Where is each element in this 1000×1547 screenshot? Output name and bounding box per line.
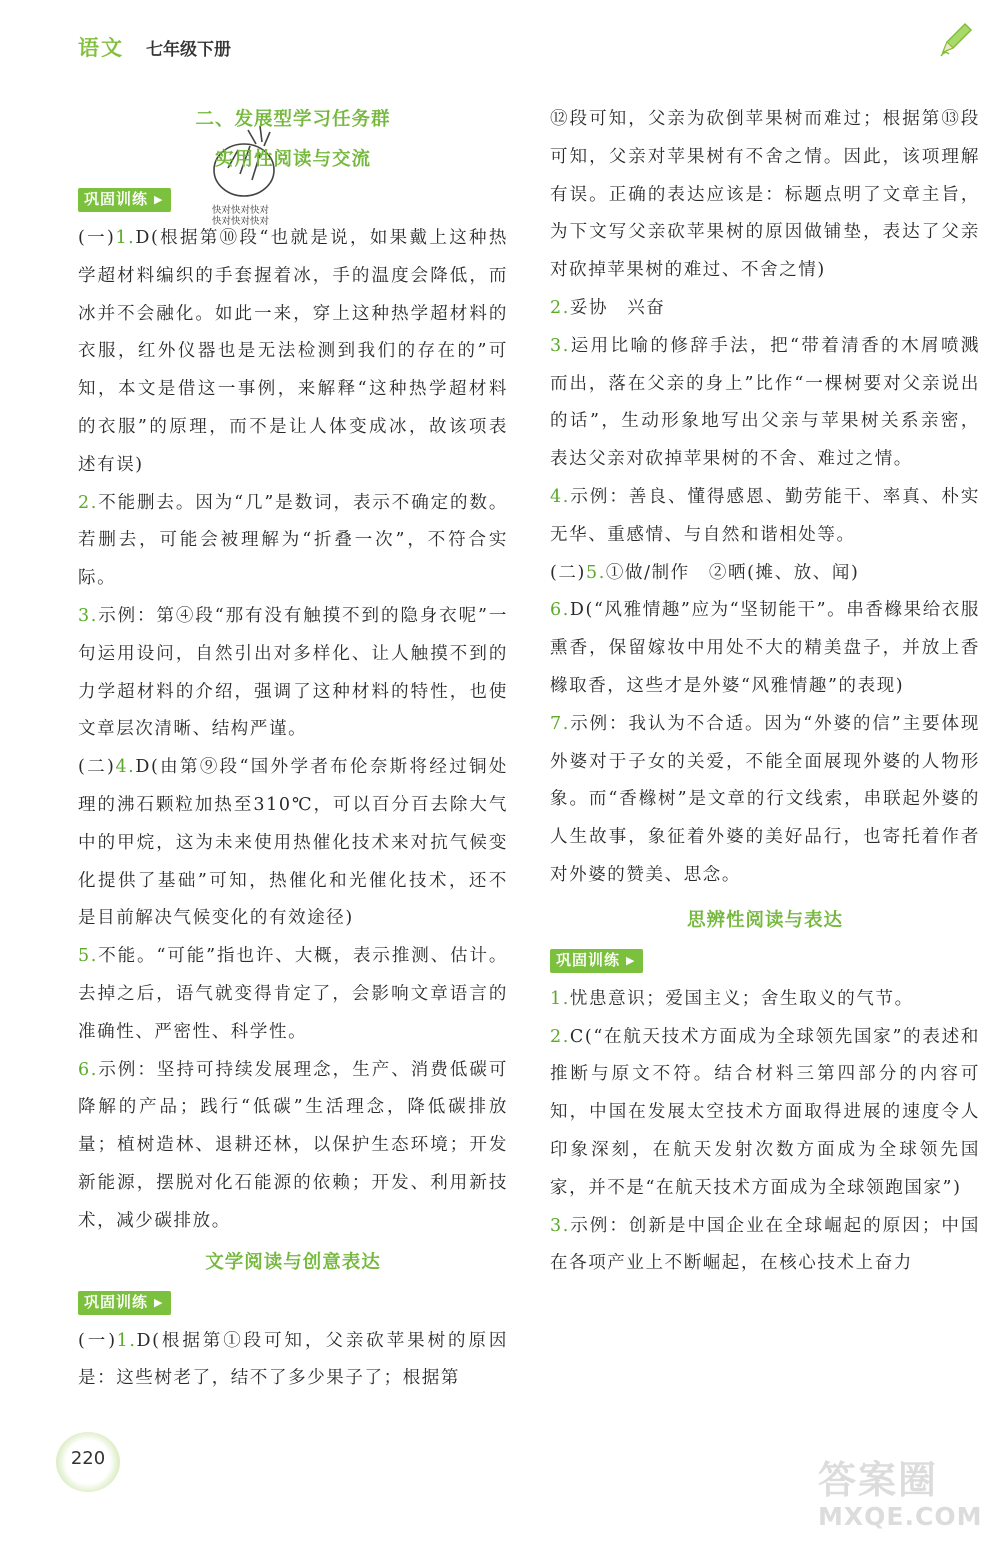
answer-text: 示例：善良、懂得感恩、勤劳能干、率真、朴实无华、重感情、与自然和谐相处等。 <box>550 486 980 545</box>
badge-row <box>78 180 508 220</box>
section-title: 文学阅读与创意表达 <box>205 1251 381 1273</box>
triangle-icon: ▶ <box>154 193 164 207</box>
left-column <box>78 100 508 1398</box>
answer-paragraph <box>78 1323 508 1399</box>
answer-paragraph <box>78 220 508 485</box>
triangle-icon: ▶ <box>154 1295 164 1309</box>
answer-text: 妥协 兴奋 <box>569 297 666 318</box>
part-label: (二) <box>78 757 116 778</box>
answer-text: 不能。“可能”指也许、大概，表示推测、估计。去掉之后，语气就变得肯定了，会影响文章语言的准确性、严密性、科学性。 <box>78 946 508 1042</box>
answer-paragraph <box>550 328 980 479</box>
answer-text: 不能删去。因为“几”是数词，表示不确定的数。若删去，可能会被理解为“折叠一次”，不符合实际。 <box>78 492 508 589</box>
practice-badge <box>550 949 643 973</box>
answer-paragraph <box>550 1208 980 1284</box>
answer-paragraph <box>550 706 980 895</box>
question-number: 6. <box>550 600 570 621</box>
answer-text: 示例：我认为不合适。因为“外婆的信”主要体现外婆对于子女的关爱，不能全面展现外婆的人物形象。而“香橼树”是文章的行文线索，串联起外婆的人生故事，象征着外婆的美好品行，也寄托着作者对外婆的赞美、思念。 <box>550 713 980 885</box>
section-subtitle: 实用性阅读与交流 <box>214 149 371 170</box>
answer-paragraph: ⑫段可知，父亲为砍倒苹果树而难过；根据第⑬段可知，父亲对苹果树有不舍之情。因此，该项理解有误。正确的表达应该是：标题点明了文章主旨，为下文写父亲砍苹果树的原因做铺垫，表达了父亲对砍掉苹果树的难过、不舍之情) <box>550 109 980 281</box>
answer-text: C(“在航天技术方面成为全球领先国家”的表述和推断与原文不符。结合材料三第四部分的内容可知，中国在发展太空技术方面取得进展的速度令人印象深刻，在航天发射次数方面成为全球领先国家，并不是“在航天技术方面成为全球领跑国家”) <box>550 1026 980 1198</box>
answer-paragraph <box>550 479 980 555</box>
answer-paragraph <box>78 485 508 598</box>
part-label: (一) <box>78 228 116 248</box>
right-column <box>550 101 980 1283</box>
question-number: 2. <box>78 492 98 513</box>
answer-paragraph <box>550 555 980 593</box>
question-number: 5. <box>585 562 606 583</box>
answer-text: D(根据第⑩段“也就是说，如果戴上这种热学超材料编织的手套握着冰，手的温度会降低，而冰并不会融化。如此一来，穿上这种热学超材料的衣服，红外仪器也是无法检测到我们的存在的”可知，本文是借这一事例，来解释“这种热学超材料的衣服”的原理，而不是让人体变成冰，故该项表述有误) <box>78 228 508 475</box>
answer-text: 示例：创新是中国企业在全球崛起的原因；中国在各项产业上不断崛起，在核心技术上奋力 <box>550 1215 980 1274</box>
watermark-url: MXQE.COM <box>818 1502 983 1531</box>
answer-paragraph <box>550 1019 980 1208</box>
subject-label: 语文 <box>78 36 124 60</box>
answer-text: 示例：坚持可持续发展理念，生产、消费低碳可降解的产品；践行“低碳”生活理念，降低碳排放量；植树造林、退耕还林，以保护生态环境；开发新能源，摆脱对化石能源的依赖；开发、利用新技术，减少碳排放。 <box>78 1059 508 1231</box>
watermark <box>818 1458 990 1544</box>
badge-label: 巩固训练 <box>556 950 621 969</box>
answer-paragraph <box>550 290 980 328</box>
answer-text: D(“风雅情趣”应为“坚韧能干”。串香橼果给衣服熏香，保留嫁妆中用处不大的精美盘子，并放上香橼取香，这些才是外婆“风雅情趣”的表现) <box>550 600 980 696</box>
answer-text: 示例：第④段“那有没有触摸不到的隐身衣呢”一句运用设问，自然引出对多样化、让人触摸不到的力学超材料的介绍，强调了这种材料的特性，也使文章层次清晰、结构严谨。 <box>78 605 508 740</box>
triangle-icon: ▶ <box>626 953 636 967</box>
pencil-icon <box>935 20 975 60</box>
question-number: 6. <box>78 1059 98 1080</box>
part-label: (一) <box>78 1330 117 1351</box>
question-number: 4. <box>550 486 570 507</box>
question-number: 3. <box>78 605 98 626</box>
grade-label: 七年级下册 <box>146 40 231 60</box>
page-header <box>78 32 231 62</box>
badge-row <box>78 1283 508 1323</box>
answer-text: 运用比喻的修辞手法，把“带着清香的木屑喷溅而出，落在父亲的身上”比作“一棵树要对父亲说出的话”，生动形象地写出父亲与苹果树关系亲密，表达父亲对砍掉苹果树的不舍、难过之情。 <box>550 335 980 470</box>
answer-paragraph <box>78 598 508 749</box>
scribble-line: 快对快对快对 <box>212 216 270 227</box>
question-number: 2. <box>550 1026 570 1047</box>
badge-label: 巩固训练 <box>84 190 149 209</box>
page-number: 220 <box>70 1448 106 1469</box>
answer-paragraph <box>550 981 980 1019</box>
question-number: 1. <box>116 1330 137 1351</box>
section-title: 二、发展型学习任务群 <box>195 109 391 130</box>
watermark-logo: 答案圈 <box>818 1458 939 1502</box>
answer-text: D(由第⑨段“国外学者布伦奈斯将经过铜处理的沸石颗粒加热至310℃，可以百分百去除大气中的甲烷，这为未来使用热催化技术来对抗气候变化提供了基础”可知，热催化和光催化技术，还不是目前解决气候变化的有效途径) <box>78 757 508 929</box>
badge-label: 巩固训练 <box>84 1292 149 1311</box>
answer-text: D(根据第①段可知，父亲砍苹果树的原因是：这些树老了，结不了多少果子了；根据第 <box>78 1330 508 1389</box>
badge-row <box>550 941 980 981</box>
part-label: (二) <box>550 562 586 583</box>
section-title: 思辨性阅读与表达 <box>686 909 843 931</box>
question-number: 1. <box>115 228 136 248</box>
answer-text: 忧患意识；爱国主义；舍生取义的气节。 <box>569 988 914 1009</box>
answer-paragraph <box>78 938 508 1051</box>
question-number: 5. <box>78 946 98 967</box>
scribble-line: 快对快对快对 <box>212 205 270 216</box>
question-number: 3. <box>550 335 570 356</box>
answer-text: ①做/制作 ②晒(摊、放、闻) <box>605 562 860 583</box>
practice-badge <box>78 1291 171 1315</box>
question-number: 2. <box>550 297 570 318</box>
question-number: 7. <box>550 713 570 734</box>
question-number: 3. <box>550 1215 570 1236</box>
question-number: 4. <box>115 757 136 778</box>
answer-paragraph <box>78 749 508 938</box>
question-number: 1. <box>550 988 570 1009</box>
answer-paragraph <box>550 592 980 705</box>
answer-paragraph <box>78 1052 508 1241</box>
practice-badge <box>78 188 171 212</box>
page-number-badge <box>42 1432 134 1492</box>
